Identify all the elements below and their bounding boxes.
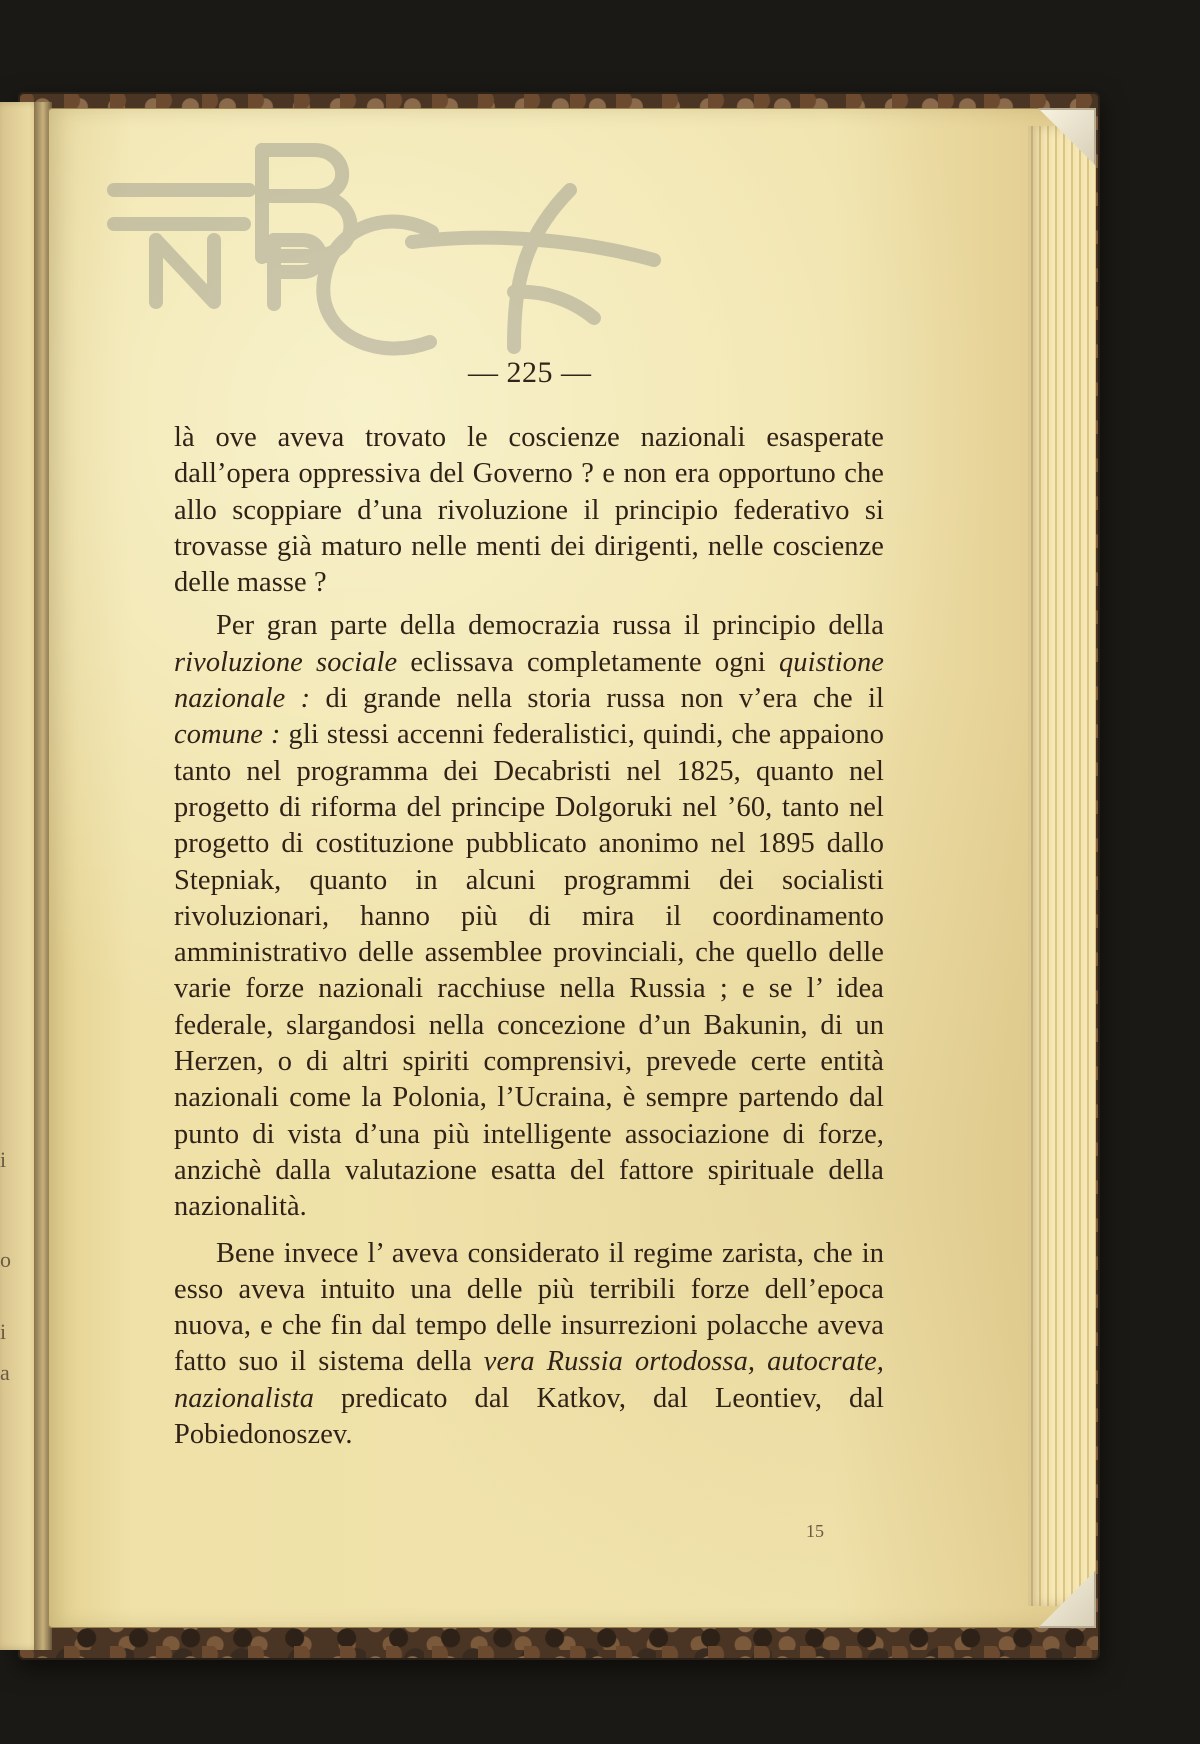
paragraph-2-text-4: gli stessi accenni federalistici, quindi, che appaiono tanto nel programma dei Decabristi nel 1825, quanto nel progetto di riforma del principe Dolgoruki nel ’60, tanto nel progetto di costituzione pubblicato anonimo nel 1895 dallo Stepniak, quanto in alcuni programmi dei socialisti rivoluzionari, hanno più di mira il coordinamento amministrativo delle assemblee provinciali, che quello delle varie forze nazionali racchiuse nella Russia ; e se l’ idea federale, slargandosi nella concezione d’un Bakunin, di un Herzen, o di altri spiriti comprensivi, prevede certe entità nazionali come la Polonia, l’Ucraina, è sempre partendo dal punto di vista d’una più intelligente associazione di forze, anzichè dalla valutazione esatta del fattore spirituale della nazionalità. (174, 719, 884, 1223)
paragraph-3 (174, 1236, 884, 1454)
left-margin-letter-2: o (0, 1247, 11, 1272)
paragraph-2-italic-2: quistione nazionale : (174, 646, 884, 715)
paragraph-2-text-1: Per gran parte della democrazia russa il principio della (216, 610, 884, 642)
library-watermark-logo (94, 132, 744, 392)
open-page (48, 108, 1096, 1628)
paragraph-3-text-1: Bene invece l’ aveva considerato il regime zarista, che in esso aveva intuito una delle più terribili forze dell’epoca nuova, e che fin dal tempo delle insurrezioni polacche aveva fatto suo il sistema della (174, 1237, 884, 1378)
paragraph-2-text-2: eclissava completamente ogni (397, 646, 779, 678)
paragraph-3-text-2: predicato dal Katkov, dal Leontiev, dal Pobiedonoszev. (174, 1382, 884, 1451)
paragraph-3-italic-1: vera Russia ortodossa, autocrate, nazionalista (174, 1346, 884, 1414)
page-fore-edge (1028, 126, 1096, 1606)
left-margin-letter-4: a (0, 1360, 10, 1385)
page-text (174, 420, 884, 1453)
marginal-note: 15 (806, 1521, 824, 1541)
paragraph-2-italic-3: comune : (174, 719, 281, 751)
paragraph-1: là ove aveva trovato le coscienze nazionali esasperate dall’opera oppressiva del Governo ? e non era opportuno che allo scoppiare d’una rivoluzione il principio federativo si trovasse già maturo nelle menti dei dirigenti, nelle coscienze delle masse ? (174, 422, 884, 599)
paragraph-2 (174, 608, 884, 1225)
paragraph-2-italic-1: rivoluzione sociale (174, 646, 398, 678)
left-margin-letter-3: i (0, 1319, 7, 1344)
paragraph-2-text-3: di grande nella storia russa non v’era che il (310, 683, 884, 715)
page-number: — 225 — (468, 356, 592, 389)
left-margin-letter-1: i (0, 1147, 7, 1172)
